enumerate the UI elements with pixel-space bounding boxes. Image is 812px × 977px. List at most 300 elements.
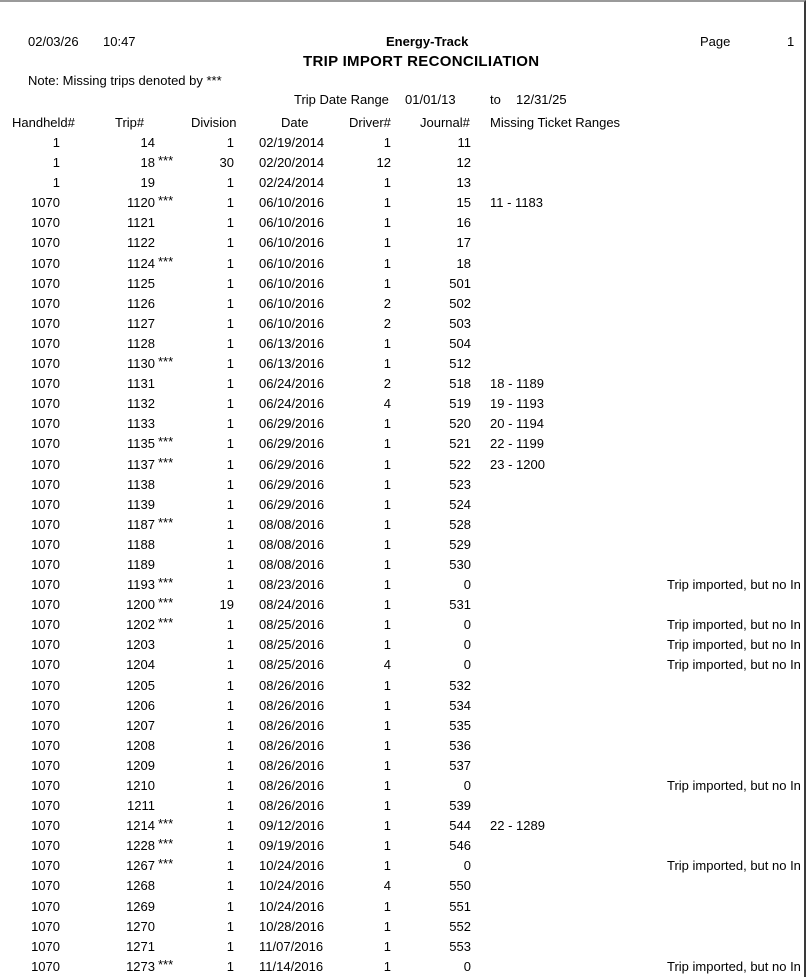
cell-date: 06/29/2016 [259,416,325,432]
cell-division: 1 [226,818,234,834]
cell-driver: 1 [383,255,391,271]
cell-journal: 0 [463,858,471,874]
cell-driver: 1 [383,275,391,291]
cell-driver: 1 [383,858,391,874]
cell-driver: 1 [383,335,391,351]
cell-journal: 531 [449,597,471,613]
cell-handheld: 1070 [31,416,60,432]
cell-division: 1 [226,255,234,271]
table-row [0,133,812,153]
cell-trip: 1228 [126,838,155,854]
table-row [0,696,812,716]
cell-trip: 1203 [126,637,155,653]
missing-trip-marker: *** [158,434,174,450]
cell-driver: 1 [383,195,391,211]
cell-trip: 1270 [126,918,155,934]
cell-journal: 0 [463,778,471,793]
cell-journal: 0 [463,958,471,974]
table-row [0,575,812,595]
table-row [0,213,812,233]
cell-trip: 1208 [126,737,155,753]
table-row [0,796,812,816]
table-row [0,233,812,253]
cell-division: 1 [226,918,234,934]
cell-journal: 523 [449,476,471,492]
table-row [0,414,812,434]
page-number: 1 [787,34,795,49]
cell-journal: 12 [456,155,471,171]
cell-note: Trip imported, but no In [667,858,801,874]
cell-date: 06/10/2016 [259,255,325,271]
cell-trip: 18 [140,155,155,171]
company-name: Energy-Track [386,34,469,49]
table-row [0,515,812,535]
cell-date: 02/20/2014 [259,155,325,171]
cell-driver: 1 [383,175,391,191]
report-title: TRIP IMPORT RECONCILIATION [303,53,540,70]
cell-trip: 1188 [127,536,155,552]
cell-handheld: 1070 [31,778,60,793]
table-row [0,334,812,354]
cell-driver: 1 [383,818,391,834]
date-range-label: Trip Date Range [294,92,389,107]
cell-handheld: 1070 [31,456,60,472]
cell-journal: 529 [449,536,471,552]
cell-trip: 1138 [127,476,155,492]
cell-handheld: 1070 [31,637,60,653]
cell-driver: 1 [383,215,391,231]
cell-division: 1 [226,175,234,191]
cell-handheld: 1070 [31,255,60,271]
cell-division: 1 [226,536,234,552]
date-range-to: 12/31/25 [516,92,567,107]
cell-trip: 1200 [126,597,155,613]
cell-handheld: 1070 [31,536,60,552]
cell-date: 06/10/2016 [259,315,325,331]
cell-handheld: 1070 [31,958,60,974]
cell-driver: 1 [383,536,391,552]
cell-division: 1 [226,798,234,814]
cell-trip: 1214 [126,818,155,834]
table-row [0,455,812,475]
cell-trip: 1126 [127,295,155,311]
cell-driver: 1 [383,697,391,713]
table-row [0,816,812,836]
cell-trip: 1133 [127,416,155,432]
cell-division: 1 [226,938,234,954]
table-row [0,856,812,876]
cell-date: 08/25/2016 [259,657,325,673]
cell-driver: 1 [383,717,391,733]
cell-driver: 1 [383,496,391,512]
table-row [0,716,812,736]
cell-date: 08/25/2016 [259,617,325,633]
cell-driver: 1 [383,938,391,954]
cell-date: 08/26/2016 [259,677,325,693]
cell-note: Trip imported, but no In [667,958,801,974]
cell-driver: 1 [383,416,391,432]
cell-trip: 1132 [127,396,155,412]
cell-date: 06/10/2016 [259,295,325,311]
cell-trip: 1130 [127,356,155,372]
cell-division: 1 [226,958,234,974]
cell-date: 06/29/2016 [259,436,325,452]
cell-journal: 16 [456,215,471,231]
cell-handheld: 1070 [31,335,60,351]
cell-trip: 1131 [127,376,155,392]
cell-driver: 4 [383,878,391,894]
cell-date: 10/24/2016 [259,898,325,914]
cell-journal: 546 [449,838,471,854]
cell-trip: 1211 [127,798,155,814]
table-row [0,354,812,374]
table-row [0,374,812,394]
cell-date: 06/10/2016 [259,235,325,251]
cell-handheld: 1 [52,135,60,150]
missing-trip-marker: *** [158,615,174,631]
cell-driver: 1 [383,798,391,814]
report-date: 02/03/26 [28,34,79,49]
cell-driver: 1 [383,778,391,793]
cell-handheld: 1070 [31,577,60,593]
cell-trip: 1127 [127,315,155,331]
cell-journal: 544 [449,818,471,834]
cell-handheld: 1070 [31,737,60,753]
cell-date: 08/08/2016 [259,536,325,552]
table-row [0,314,812,334]
cell-driver: 1 [383,577,391,593]
trip-table [0,133,812,977]
cell-handheld: 1070 [31,798,60,814]
cell-handheld: 1070 [31,677,60,693]
cell-date: 10/24/2016 [259,878,325,894]
cell-handheld: 1070 [31,476,60,492]
missing-trip-marker: *** [158,856,174,872]
cell-journal: 530 [449,556,471,572]
cell-handheld: 1070 [31,556,60,572]
cell-division: 1 [226,677,234,693]
table-row [0,475,812,495]
cell-journal: 534 [449,697,471,713]
cell-trip: 1193 [127,577,155,593]
cell-note: Trip imported, but no In [667,577,801,593]
cell-handheld: 1 [52,175,60,191]
missing-trip-marker: *** [158,836,174,852]
cell-journal: 551 [449,898,471,914]
cell-date: 06/13/2016 [259,335,325,351]
cell-handheld: 1070 [31,215,60,231]
cell-division: 1 [226,898,234,914]
missing-trip-marker: *** [158,575,174,591]
col-driver: Driver# [349,115,391,130]
table-row [0,173,812,193]
cell-handheld: 1070 [31,818,60,834]
table-row [0,736,812,756]
cell-division: 1 [226,496,234,512]
table-row [0,294,812,314]
cell-missing-range: 23 - 1200 [490,456,545,472]
cell-division: 1 [226,878,234,894]
cell-division: 1 [226,476,234,492]
cell-journal: 535 [449,717,471,733]
cell-division: 1 [226,356,234,372]
cell-note: Trip imported, but no In [667,637,801,653]
cell-trip: 1267 [126,858,155,874]
cell-trip: 14 [140,135,155,150]
cell-date: 06/10/2016 [259,215,325,231]
cell-division: 1 [226,858,234,874]
date-range-from: 01/01/13 [405,92,456,107]
cell-driver: 1 [383,436,391,452]
table-row [0,957,812,977]
cell-journal: 532 [449,677,471,693]
cell-division: 1 [226,577,234,593]
cell-driver: 2 [383,315,391,331]
cell-journal: 524 [449,496,471,512]
table-row [0,254,812,274]
cell-division: 1 [226,275,234,291]
cell-division: 1 [226,657,234,673]
cell-date: 08/26/2016 [259,697,325,713]
table-row [0,655,812,675]
missing-trip-marker: *** [158,816,174,832]
cell-note: Trip imported, but no In [667,657,801,673]
cell-date: 08/26/2016 [259,717,325,733]
cell-trip: 1120 [127,195,155,211]
date-range-to-label: to [490,92,501,107]
cell-handheld: 1070 [31,657,60,673]
cell-trip: 1139 [127,496,155,512]
cell-handheld: 1070 [31,597,60,613]
cell-handheld: 1070 [31,516,60,532]
cell-date: 02/19/2014 [259,135,325,150]
table-row [0,153,812,173]
cell-journal: 15 [456,195,471,211]
cell-handheld: 1070 [31,898,60,914]
cell-journal: 553 [449,938,471,954]
table-row [0,776,812,796]
cell-missing-range: 19 - 1193 [490,396,544,412]
cell-journal: 18 [456,255,471,271]
cell-date: 08/08/2016 [259,516,325,532]
cell-journal: 519 [449,396,471,412]
cell-division: 30 [219,155,234,171]
cell-handheld: 1070 [31,315,60,331]
cell-journal: 521 [449,436,471,452]
cell-handheld: 1070 [31,697,60,713]
cell-trip: 1135 [127,436,155,452]
cell-trip: 1206 [126,697,155,713]
col-handheld: Handheld# [12,115,75,130]
cell-division: 1 [226,235,234,251]
cell-date: 08/26/2016 [259,798,325,814]
table-row [0,495,812,515]
cell-handheld: 1070 [31,617,60,633]
cell-driver: 1 [383,597,391,613]
cell-journal: 502 [449,295,471,311]
cell-driver: 1 [383,958,391,974]
cell-date: 08/24/2016 [259,597,325,613]
cell-trip: 1121 [127,215,155,231]
cell-trip: 1187 [127,516,155,532]
cell-driver: 2 [383,295,391,311]
cell-division: 1 [226,295,234,311]
table-row [0,635,812,655]
cell-handheld: 1070 [31,717,60,733]
cell-trip: 1137 [127,456,155,472]
cell-date: 08/26/2016 [259,778,325,793]
cell-date: 06/10/2016 [259,195,325,211]
cell-date: 06/29/2016 [259,496,325,512]
cell-trip: 1205 [126,677,155,693]
cell-trip: 1125 [127,275,155,291]
page-label: Page [700,34,731,49]
cell-driver: 1 [383,356,391,372]
cell-division: 1 [226,617,234,633]
cell-driver: 1 [383,476,391,492]
cell-handheld: 1070 [31,757,60,773]
cell-date: 11/07/2016 [259,938,324,954]
cell-date: 06/24/2016 [259,396,325,412]
cell-division: 1 [226,516,234,532]
cell-journal: 550 [449,878,471,894]
table-row [0,676,812,696]
cell-handheld: 1070 [31,195,60,211]
cell-driver: 4 [383,396,391,412]
cell-driver: 1 [383,838,391,854]
cell-journal: 522 [449,456,471,472]
cell-trip: 1207 [126,717,155,733]
cell-journal: 552 [449,918,471,934]
cell-trip: 1273 [126,958,155,974]
cell-trip: 1124 [127,255,155,271]
cell-driver: 2 [383,376,391,392]
cell-division: 1 [226,637,234,653]
cell-date: 08/26/2016 [259,757,325,773]
cell-handheld: 1 [52,155,60,171]
cell-driver: 1 [383,737,391,753]
cell-division: 1 [226,376,234,392]
cell-handheld: 1070 [31,275,60,291]
cell-missing-range: 22 - 1199 [490,436,544,452]
missing-trip-marker: *** [158,153,174,169]
cell-driver: 1 [383,898,391,914]
col-division: Division [191,115,237,130]
table-row [0,836,812,856]
table-row [0,434,812,454]
cell-division: 1 [226,456,234,472]
cell-trip: 1204 [126,657,155,673]
table-row [0,394,812,414]
cell-journal: 17 [456,235,471,251]
cell-handheld: 1070 [31,858,60,874]
missing-trip-marker: *** [158,354,174,370]
cell-journal: 0 [463,617,471,633]
cell-division: 1 [226,396,234,412]
cell-division: 1 [226,215,234,231]
missing-trip-marker: *** [158,193,174,209]
cell-handheld: 1070 [31,918,60,934]
cell-division: 1 [226,697,234,713]
cell-journal: 503 [449,315,471,331]
cell-division: 1 [226,436,234,452]
cell-journal: 0 [463,657,471,673]
cell-date: 09/19/2016 [259,838,325,854]
cell-journal: 512 [449,356,471,372]
cell-driver: 1 [383,757,391,773]
cell-handheld: 1070 [31,838,60,854]
table-row [0,274,812,294]
cell-journal: 539 [449,798,471,814]
cell-date: 08/25/2016 [259,637,325,653]
cell-journal: 13 [456,175,471,191]
missing-trip-marker: *** [158,253,174,269]
missing-trip-marker: *** [158,595,174,611]
cell-note: Trip imported, but no In [667,778,801,793]
table-row [0,555,812,575]
cell-handheld: 1070 [31,878,60,894]
table-row [0,756,812,776]
table-row [0,917,812,937]
cell-date: 10/24/2016 [259,858,325,874]
cell-journal: 11 [457,135,471,150]
cell-journal: 518 [449,376,471,392]
cell-trip: 1268 [126,878,155,894]
missing-trip-marker: *** [158,454,174,470]
table-row [0,535,812,555]
cell-division: 1 [226,838,234,854]
cell-handheld: 1070 [31,436,60,452]
cell-division: 1 [226,315,234,331]
cell-division: 19 [219,597,234,613]
cell-handheld: 1070 [31,356,60,372]
cell-trip: 1209 [126,757,155,773]
cell-date: 09/12/2016 [259,818,325,834]
cell-date: 08/26/2016 [259,737,325,753]
cell-trip: 1122 [127,235,155,251]
cell-journal: 528 [449,516,471,532]
cell-journal: 537 [449,757,471,773]
cell-journal: 520 [449,416,471,432]
cell-date: 10/28/2016 [259,918,325,934]
cell-division: 1 [226,737,234,753]
cell-trip: 1128 [127,335,155,351]
cell-driver: 1 [383,637,391,653]
col-missing-ranges: Missing Ticket Ranges [490,115,621,130]
cell-date: 02/24/2014 [259,175,325,191]
cell-handheld: 1070 [31,235,60,251]
cell-driver: 1 [383,617,391,633]
cell-division: 1 [226,135,234,150]
cell-division: 1 [226,335,234,351]
cell-driver: 1 [383,235,391,251]
cell-driver: 1 [383,556,391,572]
cell-division: 1 [226,757,234,773]
cell-journal: 0 [463,637,471,653]
cell-date: 08/23/2016 [259,577,325,593]
col-journal: Journal# [420,115,470,130]
cell-journal: 501 [449,275,471,291]
cell-division: 1 [226,195,234,211]
cell-driver: 12 [376,155,391,171]
cell-journal: 536 [449,737,471,753]
table-row [0,897,812,917]
cell-date: 06/29/2016 [259,456,325,472]
cell-date: 06/10/2016 [259,275,325,291]
cell-division: 1 [226,556,234,572]
cell-date: 11/14/2016 [259,958,324,974]
cell-handheld: 1070 [31,376,60,392]
